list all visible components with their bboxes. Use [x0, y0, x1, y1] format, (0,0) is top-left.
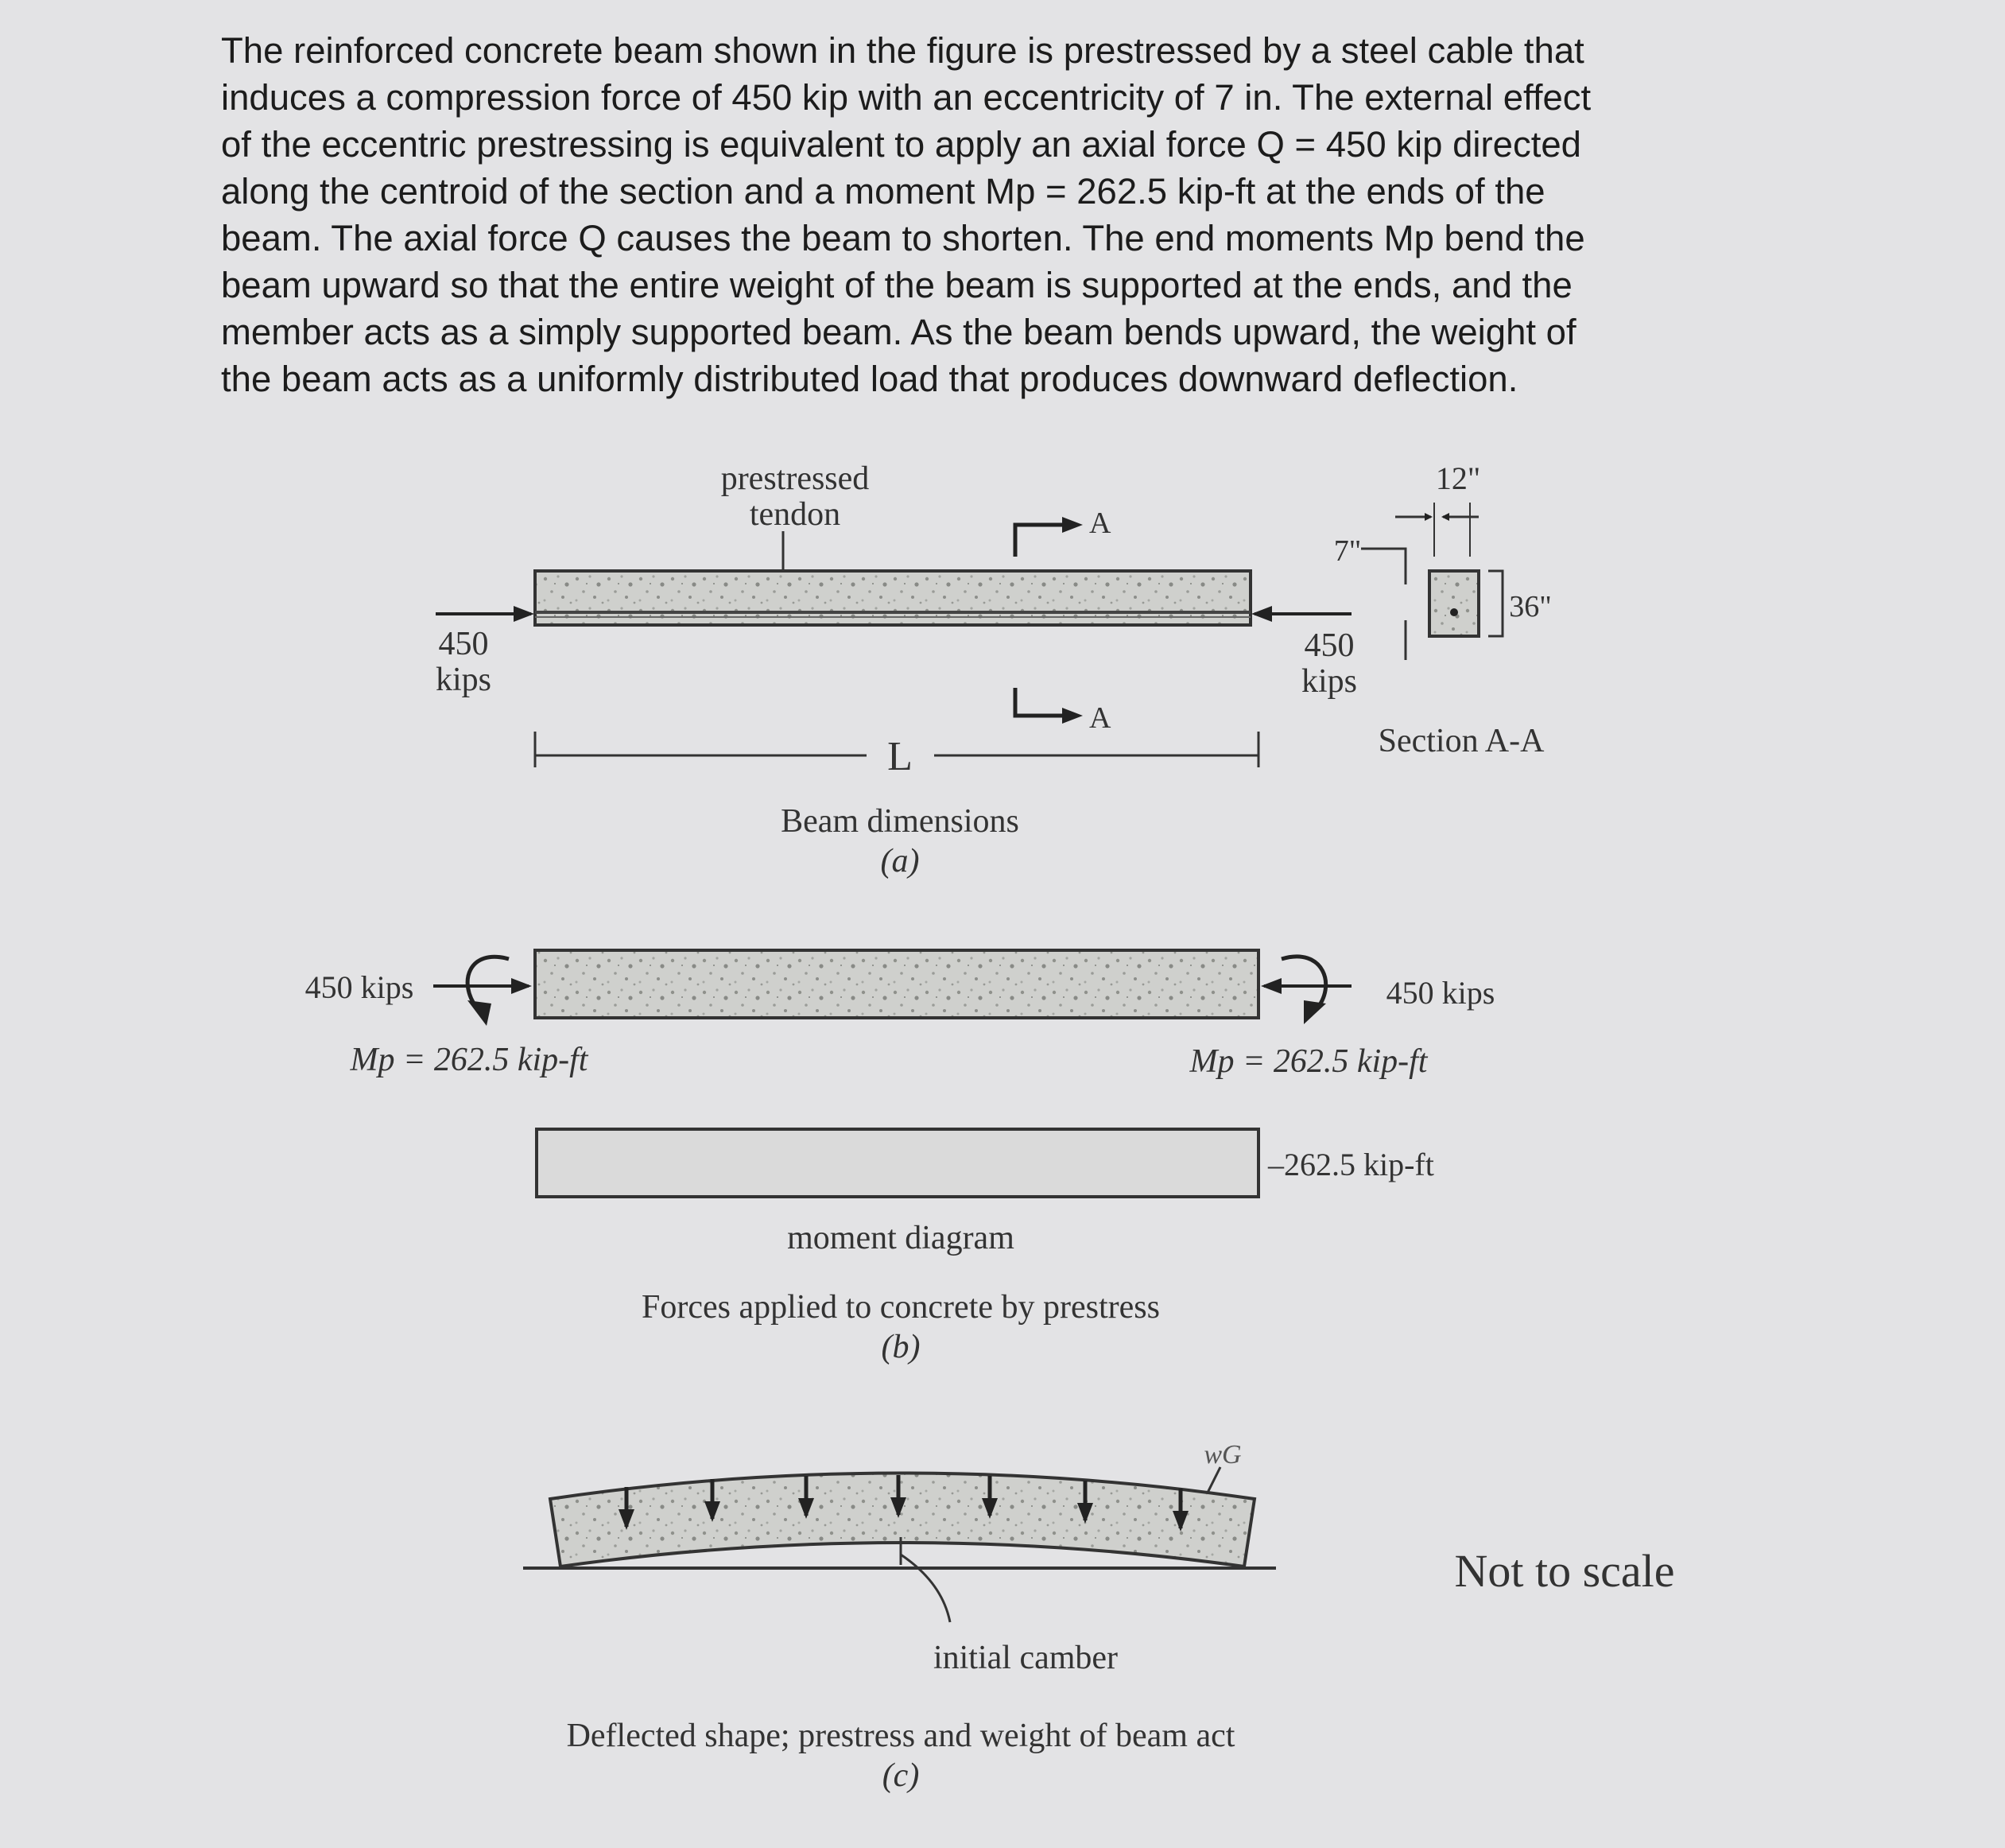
problem-line: The reinforced concrete beam shown in the figure is prestressed by a steel cable that	[221, 30, 1584, 71]
problem-line: induces a compression force of 450 kip with an eccentricity of 7 in. The external effect	[221, 77, 1592, 118]
tendon-dot	[1450, 608, 1458, 616]
problem-line: along the centroid of the section and a moment Mp = 262.5 kip-ft at the ends of the	[221, 171, 1545, 212]
cambered-beam	[550, 1473, 1255, 1567]
figure-a-beam-dimensions	[436, 460, 1552, 879]
figure-a-caption: Beam dimensions	[781, 803, 1019, 840]
tendon-label-line2: tendon	[749, 496, 841, 533]
left-force-label: 450 kips	[304, 969, 414, 1005]
not-to-scale-note: Not to scale	[1454, 1545, 1675, 1597]
section-cross-section	[1429, 571, 1479, 636]
figure-c-tag: (c)	[882, 1757, 920, 1794]
left-moment-label: Mp = 262.5 kip-ft	[350, 1042, 588, 1078]
camber-leader-line	[901, 1555, 950, 1622]
section-eccentricity-dim: 7"	[1333, 534, 1362, 568]
right-moment-label: Mp = 262.5 kip-ft	[1189, 1043, 1428, 1080]
figure-a-tag: (a)	[880, 843, 920, 879]
problem-line: beam upward so that the entire weight of the beam is supported at the ends, and the	[221, 265, 1573, 305]
right-force-unit: kips	[1301, 663, 1358, 700]
left-force-unit: kips	[435, 662, 492, 698]
figure-c-caption: Deflected shape; prestress and weight of beam act	[566, 1718, 1235, 1754]
section-depth-dim: 36"	[1509, 590, 1552, 623]
right-force-label: 450 kips	[1386, 975, 1495, 1011]
section-cut-marker-bottom	[1015, 688, 1111, 735]
section-a-a	[1334, 460, 1552, 759]
left-force-value: 450	[438, 626, 489, 662]
left-moment-arrowhead	[467, 1000, 491, 1026]
tendon-label-line1: prestressed	[720, 460, 870, 497]
moment-diagram	[537, 1129, 1258, 1197]
right-moment-arrowhead	[1304, 1000, 1326, 1024]
problem-line: beam. The axial force Q causes the beam to shorten. The end moments Mp bend the	[221, 218, 1585, 258]
right-moment-arc	[1282, 957, 1326, 1010]
distributed-load-label: wG	[1204, 1440, 1242, 1469]
span-label: L	[887, 734, 913, 779]
left-moment-arc	[467, 957, 509, 1008]
moment-diagram-label: moment diagram	[787, 1220, 1014, 1256]
right-force-value: 450	[1304, 627, 1355, 664]
beam-loaded	[535, 950, 1258, 1018]
section-width-dim: 12"	[1435, 460, 1481, 496]
section-cut-marker-top	[1015, 507, 1111, 557]
span-dimension	[535, 732, 1258, 779]
problem-line: member acts as a simply supported beam. As the beam bends upward, the weight of	[221, 312, 1576, 352]
figure-b-caption: Forces applied to concrete by prestress	[642, 1289, 1160, 1326]
section-marker-label: A	[1089, 507, 1111, 540]
figure-b-tag: (b)	[881, 1329, 921, 1365]
figure-c-deflected-shape	[523, 1440, 1675, 1794]
figure-b-prestress-forces	[305, 950, 1495, 1365]
problem-line: of the eccentric prestressing is equivalent to apply an axial force Q = 450 kip directed	[221, 124, 1581, 165]
moment-diagram-value: –262.5 kip-ft	[1268, 1147, 1434, 1182]
section-marker-label-bottom: A	[1089, 701, 1111, 735]
problem-line: the beam acts as a uniformly distributed load that produces downward deflection.	[221, 359, 1518, 399]
section-title: Section A-A	[1378, 723, 1545, 759]
camber-label: initial camber	[933, 1640, 1119, 1676]
